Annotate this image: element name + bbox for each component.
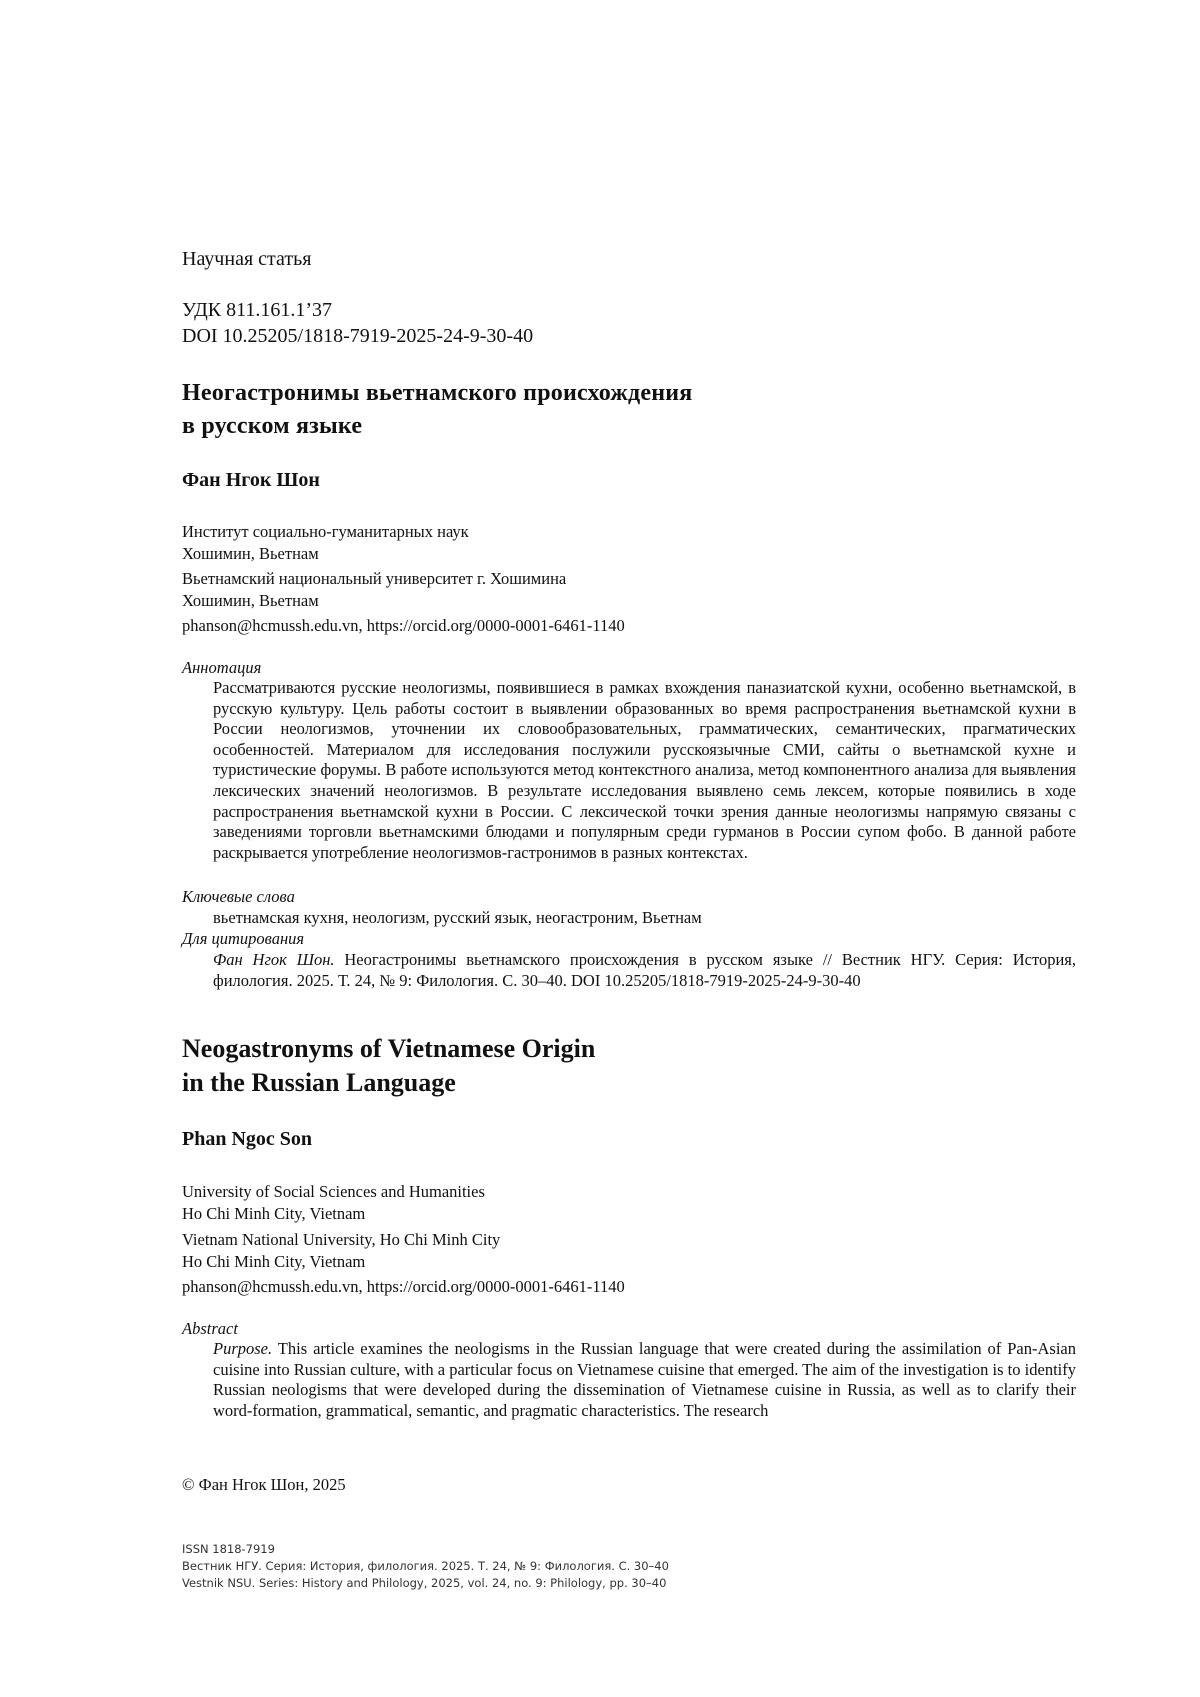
affiliation-line: Vietnam National University, Ho Chi Minh City (182, 1230, 501, 1249)
udk-code: УДК 811.161.1’37 (182, 299, 333, 321)
ru-title-line: Неогастронимы вьетнамского происхождения (182, 380, 693, 406)
ru-contact: phanson@hcmussh.edu.vn, https://orcid.org/0000-0001-6461-1140 (182, 616, 625, 635)
en-contact: phanson@hcmussh.edu.vn, https://orcid.org/0000-0001-6461-1140 (182, 1277, 625, 1296)
annotation-text: Рассматриваются русские неологизмы, появившиеся в рамках вхождения паназиатской кухни, особенно вьетнамской, в русскую культуру. Цель работы состоит в выявлении образованных во время распространения вьетнамской кухни в России неологизмов, уточнении их словообразовательных, грамматических, семантических, прагматических особенностей. Материалом для исследования послужили русскоязычные СМИ, сайты о вьетнамской кухне и туристические форумы. В работе используются метод контекстного анализа, метод компонентного анализа для выявления лексических значений неологизмов. В результате исследования выявлено семь лексем, которые появились в ходе распространения вьетнамской кухни в России. С лексической точки зрения данные неологизмы напрямую связаны с заведениями торговли вьетнамскими блюдами и популярным среди гурманов в России супом фобо. В данной работе раскрывается употребление неологизмов-гастронимов в разных контекстах. (213, 678, 1076, 862)
udk-doi-block (182, 297, 1082, 349)
affiliation-line: Хошимин, Вьетнам (182, 544, 319, 563)
keywords-label: Ключевые слова (182, 887, 295, 906)
affiliation-line: Хошимин, Вьетнам (182, 591, 319, 610)
en-title (182, 1032, 1082, 1100)
doi: DOI 10.25205/1818-7919-2025-24-9-30-40 (182, 325, 534, 347)
citation-body: Неогастронимы вьетнамского происхождения в русском языке // Вестник НГУ. Серия: История, филология. 2025. Т. 24, № 9: Филология. С. 30–40. DOI 10.25205/1818-7919-2025-24-9-30-40 (213, 950, 1076, 990)
ru-affiliation-2 (182, 568, 1082, 612)
footer-issn: ISSN 1818-7919 (182, 1542, 275, 1556)
ru-affiliation-1 (182, 521, 1082, 565)
en-author: Phan Ngoc Son (182, 1128, 313, 1150)
en-title-line: in the Russian Language (182, 1068, 456, 1097)
affiliation-line: Ho Chi Minh City, Vietnam (182, 1204, 366, 1223)
en-affiliation-1 (182, 1181, 1082, 1225)
affiliation-line: Вьетнамский национальный университет г. Хошимина (182, 569, 567, 588)
abstract-purpose-label: Purpose. (213, 1339, 273, 1358)
affiliation-line: University of Social Sciences and Humanities (182, 1182, 485, 1201)
keywords-text: вьетнамская кухня, неологизм, русский язык, неогастроним, Вьетнам (213, 908, 702, 927)
ru-title (182, 377, 1082, 443)
citation-label: Для цитирования (182, 929, 305, 948)
affiliation-line: Ho Chi Minh City, Vietnam (182, 1252, 366, 1271)
citation-text (213, 950, 1076, 991)
en-title-line: Neogastronyms of Vietnamese Origin (182, 1034, 596, 1063)
article-type: Научная статья (182, 248, 312, 270)
abstract-text (213, 1339, 1076, 1421)
ru-title-line: в русском языке (182, 413, 363, 439)
footer-en-citation: Vestnik NSU. Series: History and Philology, 2025, vol. 24, no. 9: Philology, pp. 30–40 (182, 1576, 667, 1590)
ru-author: Фан Нгок Шон (182, 469, 320, 491)
en-affiliation-2 (182, 1229, 1082, 1273)
copyright: © Фан Нгок Шон, 2025 (182, 1475, 346, 1494)
citation-author: Фан Нгок Шон. (213, 950, 335, 969)
affiliation-line: Институт социально-гуманитарных наук (182, 522, 469, 541)
abstract-label: Abstract (182, 1319, 238, 1338)
footer-ru-citation: Вестник НГУ. Серия: История, филология. 2025. Т. 24, № 9: Филология. С. 30–40 (182, 1559, 669, 1573)
abstract-body: This article examines the neologisms in the Russian language that were created during the assimilation of Pan-Asian cuisine into Russian culture, with a particular focus on Vietnamese cuisine that emerged. The aim of the investigation is to identify Russian neologisms that were developed during the dissemination of Vietnamese cuisine in Russia, as well as to clarify their word-formation, grammatical, semantic, and pragmatic characteristics. The research (213, 1339, 1076, 1420)
annotation-label: Аннотация (182, 658, 262, 677)
